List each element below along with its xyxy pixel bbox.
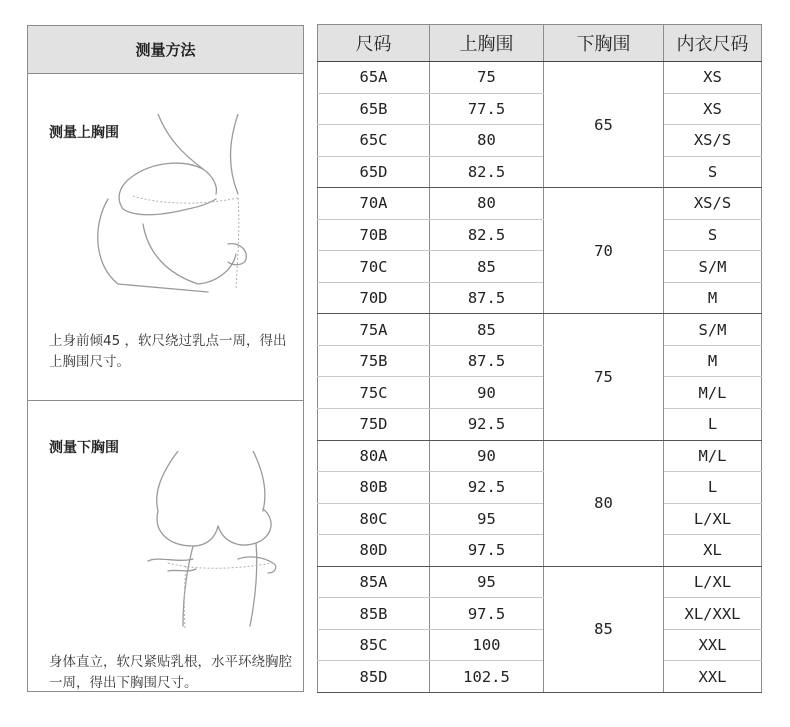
- cell-size: 85A: [318, 566, 430, 598]
- upper-bust-illustration: [88, 114, 258, 294]
- table-row: [318, 566, 762, 598]
- header-size: 尺码: [318, 25, 430, 62]
- table-row: [318, 629, 762, 661]
- cell-bra-size: XS/S: [664, 125, 762, 157]
- table-row: [318, 661, 762, 693]
- under-bust-illustration: [138, 451, 298, 631]
- cell-upper-bust: 80: [430, 125, 544, 157]
- cell-size: 65C: [318, 125, 430, 157]
- upper-bust-description: 上身前倾45 ，软尺绕过乳点一周，得出上胸围尺寸。: [49, 333, 287, 370]
- table-row: [318, 503, 762, 535]
- cell-bra-size: L: [664, 409, 762, 441]
- cell-bra-size: XS: [664, 62, 762, 94]
- cell-upper-bust: 87.5: [430, 282, 544, 314]
- cell-bra-size: M: [664, 345, 762, 377]
- cell-under-bust: 75: [544, 314, 664, 440]
- table-row: [318, 598, 762, 630]
- measurement-method-heading: 测量方法: [28, 26, 303, 74]
- cell-size: 70D: [318, 282, 430, 314]
- cell-bra-size: S: [664, 219, 762, 251]
- cell-size: 75D: [318, 409, 430, 441]
- header-under-bust: 下胸围: [544, 25, 664, 62]
- cell-size: 80A: [318, 440, 430, 472]
- cell-size: 75A: [318, 314, 430, 346]
- table-row: [318, 125, 762, 157]
- cell-upper-bust: 85: [430, 314, 544, 346]
- cell-under-bust: 65: [544, 62, 664, 188]
- cell-upper-bust: 92.5: [430, 472, 544, 504]
- cell-bra-size: L/XL: [664, 503, 762, 535]
- cell-under-bust: 85: [544, 566, 664, 692]
- cell-upper-bust: 90: [430, 377, 544, 409]
- cell-size: 80B: [318, 472, 430, 504]
- cell-size: 80C: [318, 503, 430, 535]
- table-row: [318, 156, 762, 188]
- cell-size: 75B: [318, 345, 430, 377]
- upper-bust-section: [28, 74, 303, 399]
- cell-upper-bust: 80: [430, 188, 544, 220]
- cell-bra-size: XS/S: [664, 188, 762, 220]
- table-row: [318, 314, 762, 346]
- cell-bra-size: S/M: [664, 314, 762, 346]
- cell-bra-size: XXL: [664, 661, 762, 693]
- cell-size: 65D: [318, 156, 430, 188]
- cell-bra-size: XXL: [664, 629, 762, 661]
- cell-size: 75C: [318, 377, 430, 409]
- cell-size: 65A: [318, 62, 430, 94]
- cell-bra-size: XL: [664, 535, 762, 567]
- cell-upper-bust: 97.5: [430, 535, 544, 567]
- upper-bust-title: 测量上胸围: [49, 125, 119, 141]
- under-bust-description: 身体直立，软尺紧贴乳根，水平环绕胸腔一周，得出下胸围尺寸。: [49, 654, 292, 691]
- size-chart-table: [317, 24, 762, 693]
- cell-upper-bust: 75: [430, 62, 544, 94]
- cell-upper-bust: 90: [430, 440, 544, 472]
- cell-upper-bust: 82.5: [430, 219, 544, 251]
- cell-upper-bust: 100: [430, 629, 544, 661]
- header-bra-size: 内衣尺码: [664, 25, 762, 62]
- cell-size: 70A: [318, 188, 430, 220]
- cell-bra-size: M/L: [664, 440, 762, 472]
- cell-upper-bust: 102.5: [430, 661, 544, 693]
- cell-upper-bust: 77.5: [430, 93, 544, 125]
- table-row: [318, 219, 762, 251]
- cell-size: 85B: [318, 598, 430, 630]
- cell-size: 70C: [318, 251, 430, 283]
- cell-size: 65B: [318, 93, 430, 125]
- table-row: [318, 409, 762, 441]
- cell-size: 70B: [318, 219, 430, 251]
- table-row: [318, 377, 762, 409]
- table-row: [318, 251, 762, 283]
- cell-bra-size: XS: [664, 93, 762, 125]
- table-row: [318, 440, 762, 472]
- table-row: [318, 188, 762, 220]
- cell-upper-bust: 95: [430, 503, 544, 535]
- cell-bra-size: M/L: [664, 377, 762, 409]
- table-header-row: [318, 25, 762, 62]
- table-row: [318, 345, 762, 377]
- cell-size: 85C: [318, 629, 430, 661]
- table-row: [318, 282, 762, 314]
- cell-bra-size: XL/XXL: [664, 598, 762, 630]
- table-row: [318, 62, 762, 94]
- cell-under-bust: 70: [544, 188, 664, 314]
- table-row: [318, 93, 762, 125]
- cell-bra-size: M: [664, 282, 762, 314]
- cell-under-bust: 80: [544, 440, 664, 566]
- measurement-method-panel: [27, 25, 304, 692]
- table-row: [318, 472, 762, 504]
- cell-bra-size: L/XL: [664, 566, 762, 598]
- cell-size: 85D: [318, 661, 430, 693]
- cell-upper-bust: 97.5: [430, 598, 544, 630]
- under-bust-title: 测量下胸围: [49, 440, 119, 456]
- cell-bra-size: S: [664, 156, 762, 188]
- cell-bra-size: L: [664, 472, 762, 504]
- cell-size: 80D: [318, 535, 430, 567]
- under-bust-section: [28, 400, 303, 692]
- cell-bra-size: S/M: [664, 251, 762, 283]
- cell-upper-bust: 82.5: [430, 156, 544, 188]
- cell-upper-bust: 92.5: [430, 409, 544, 441]
- cell-upper-bust: 95: [430, 566, 544, 598]
- cell-upper-bust: 85: [430, 251, 544, 283]
- cell-upper-bust: 87.5: [430, 345, 544, 377]
- header-upper-bust: 上胸围: [430, 25, 544, 62]
- table-row: [318, 535, 762, 567]
